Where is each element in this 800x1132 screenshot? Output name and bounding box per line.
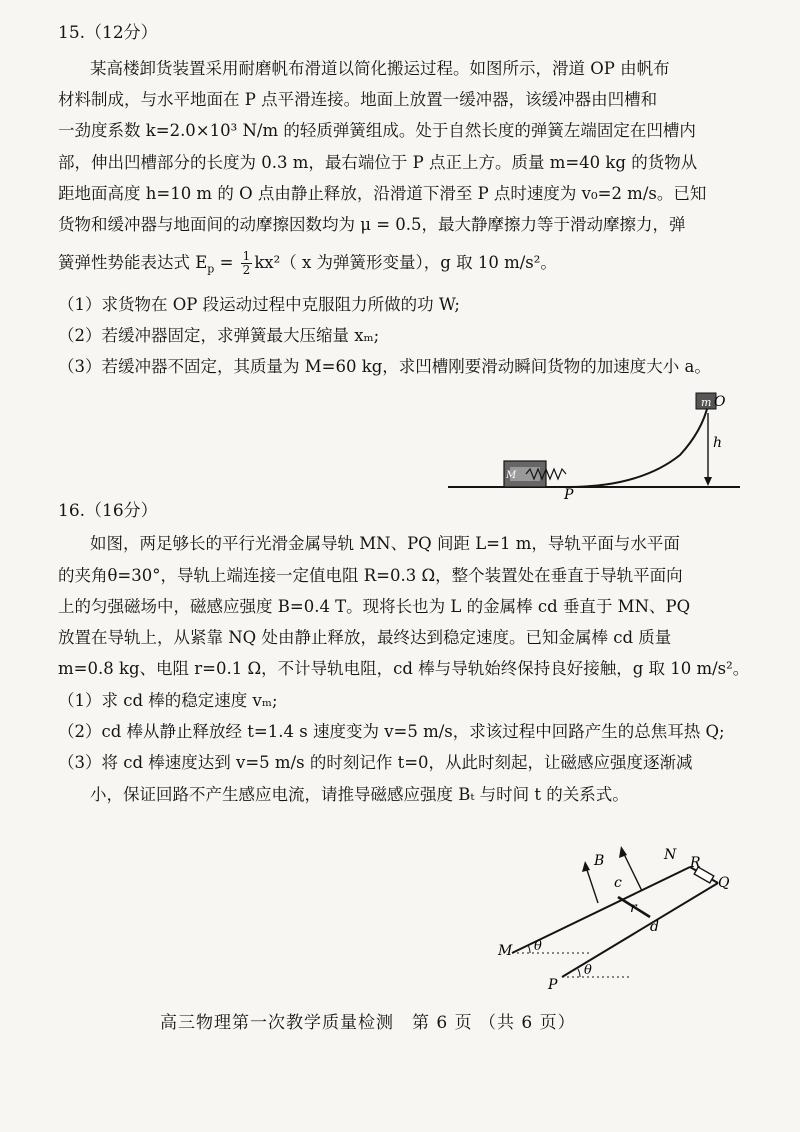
q16-text-line: m=0.8 kg、电阻 r=0.1 Ω，不计导轨电阻，cd 棒与导轨始终保持良好接触，g 取 10 m/s²。	[58, 659, 750, 678]
label-N: N	[664, 847, 677, 863]
one-half-fraction	[241, 250, 253, 277]
angle-arc	[528, 945, 530, 953]
label-Q: Q	[718, 875, 730, 891]
field-arrow	[586, 867, 598, 903]
energy-suffix: kx²（ x 为弹簧形变量），g 取 10 m/s²。	[254, 253, 557, 272]
energy-equals: =	[214, 253, 239, 272]
page-footer: 高三物理第一次教学质量检测 第 6 页 （共 6 页）	[160, 1013, 576, 1033]
q16-header: 16.（16分）	[58, 501, 158, 521]
q16-sub2: （2）cd 棒从静止释放经 t=1.4 s 速度变为 v=5 m/s，求该过程中回路产生的总焦耳热 Q;	[58, 722, 725, 741]
label-d: d	[650, 919, 659, 935]
q15-text-line: 某高楼卸货装置采用耐磨帆布滑道以简化搬运过程。如图所示，滑道 OP 由帆布	[90, 59, 670, 78]
q16-figure	[490, 835, 750, 995]
q16-text-line: 的夹角θ=30°，导轨上端连接一定值电阻 R=0.3 Ω，整个装置处在垂直于导轨平面向	[58, 566, 683, 585]
label-P: P	[564, 487, 574, 500]
field-arrow	[623, 852, 642, 891]
label-R: R	[690, 855, 701, 871]
q16-sub3b: 小，保证回路不产生感应电流，请推导磁感应强度 Bₜ 与时间 t 的关系式。	[90, 785, 629, 804]
q16-sub3a: （3）将 cd 棒速度达到 v=5 m/s 的时刻记作 t=0，从此时刻起，让磁感应强度逐渐减	[58, 753, 693, 772]
height-arrow-head	[704, 477, 712, 486]
angle-arc	[578, 969, 580, 977]
fraction-numerator: 1	[242, 249, 251, 263]
q15-figure	[440, 385, 750, 500]
q15-sub2: （2）若缓冲器固定，求弹簧最大压缩量 xₘ;	[58, 326, 380, 345]
slide-curve	[568, 405, 708, 487]
q15-text-line: 距地面高度 h=10 m 的 O 点由静止释放，沿滑道下滑至 P 点时速度为 v₀=2 m/s。已知	[58, 184, 707, 203]
energy-prefix: 簧弹性势能表达式 E	[58, 253, 208, 272]
label-M: M	[498, 943, 513, 959]
q16-text-line: 放置在导轨上，从紧靠 NQ 处由静止释放，最终达到稳定速度。已知金属棒 cd 质量	[58, 628, 672, 647]
label-h: h	[713, 435, 723, 451]
field-arrow-head	[582, 861, 590, 872]
label-O: O	[714, 394, 726, 410]
label-P: P	[548, 977, 558, 993]
label-B: B	[594, 853, 605, 869]
label-r: r	[630, 900, 637, 916]
q15-text-line: 货物和缓冲器与地面间的动摩擦因数均为 μ = 0.5，最大静摩擦力等于滑动摩擦力，弹	[58, 215, 686, 234]
energy-subscript: p	[207, 262, 215, 276]
label-m: m	[701, 396, 712, 409]
q15-energy-line	[58, 250, 557, 280]
q15-header: 15.（12分）	[58, 23, 158, 43]
label-theta: θ	[534, 939, 542, 954]
q16-text-line: 上的匀强磁场中，磁感应强度 B=0.4 T。现将长也为 L 的金属棒 cd 垂直于 MN、PQ	[58, 597, 691, 616]
label-M: M	[506, 470, 517, 481]
fraction-denominator: 2	[242, 263, 251, 277]
q16-text-line: 如图，两足够长的平行光滑金属导轨 MN、PQ 间距 L=1 m，导轨平面与水平面	[90, 534, 680, 553]
q15-sub3: （3）若缓冲器不固定，其质量为 M=60 kg，求凹槽刚要滑动瞬间货物的加速度大小 a。	[58, 357, 711, 376]
label-c: c	[614, 875, 622, 891]
q15-text-line: 一劲度系数 k=2.0×10³ N/m 的轻质弹簧组成。处于自然长度的弹簧左端固定在凹槽内	[58, 121, 696, 140]
label-theta: θ	[584, 963, 592, 978]
q15-text-line: 材料制成，与水平地面在 P 点平滑连接。地面上放置一缓冲器，该缓冲器由凹槽和	[58, 90, 658, 109]
q15-text-line: 部，伸出凹槽部分的长度为 0.3 m，最右端位于 P 点正上方。质量 m=40 kg 的货物从	[58, 153, 698, 172]
q16-sub1: （1）求 cd 棒的稳定速度 vₘ;	[58, 691, 278, 710]
q15-sub1: （1）求货物在 OP 段运动过程中克服阻力所做的功 W;	[58, 295, 460, 314]
